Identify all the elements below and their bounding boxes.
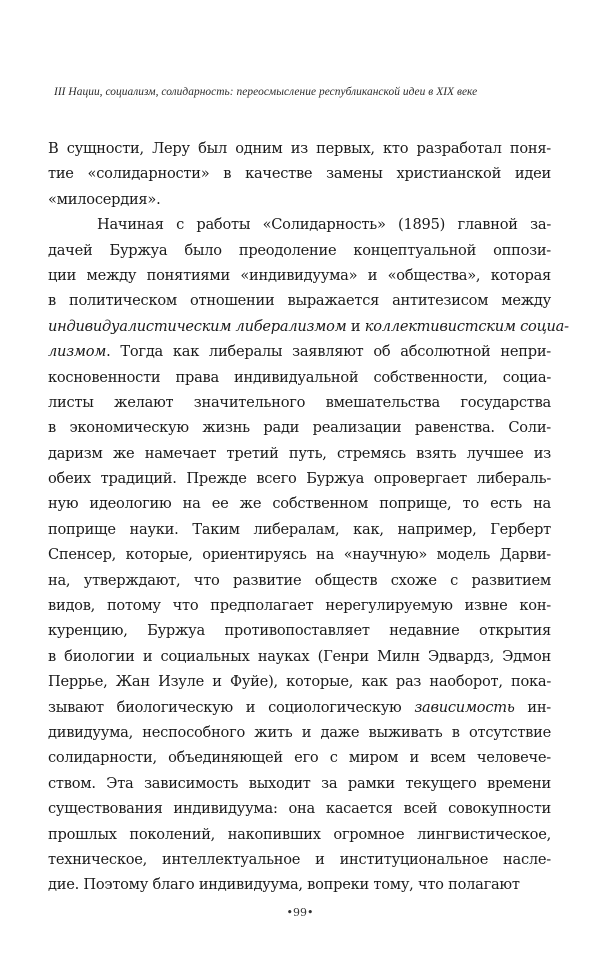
page-number: •99• bbox=[286, 906, 314, 919]
text-line bbox=[48, 822, 551, 847]
text-line bbox=[48, 771, 551, 796]
text-line bbox=[48, 390, 551, 415]
text-line bbox=[48, 720, 551, 745]
text-run: зывают биологическую и социологическую bbox=[48, 698, 415, 716]
text-line bbox=[48, 161, 551, 186]
text-run: солидарности, объединяющей его с миром и всем человече- bbox=[48, 749, 551, 767]
text-line bbox=[48, 365, 551, 390]
text-run: обеих традиций. Прежде всего Буржуа опровергает либераль- bbox=[48, 470, 551, 488]
text-run: ин- bbox=[514, 698, 551, 716]
text-line bbox=[48, 466, 551, 491]
text-line bbox=[48, 288, 551, 313]
text-run: техническое, интеллектуальное и институциональное насле- bbox=[48, 850, 551, 868]
text-run: . Тогда как либералы заявляют об абсолютной непри- bbox=[106, 343, 551, 361]
italic-text: коллективистским социа- bbox=[364, 317, 569, 335]
text-run: поприще науки. Таким либералам, как, например, Герберт bbox=[48, 520, 551, 538]
text-run: в экономическую жизнь ради реализации равенства. Соли- bbox=[48, 419, 551, 437]
text-line bbox=[48, 669, 551, 694]
text-run: даризм же намечает третий путь, стремясь взять лучшее из bbox=[48, 444, 551, 462]
text-run: прошлых поколений, накопивших огромное лингвистическое, bbox=[48, 825, 551, 843]
text-line bbox=[48, 872, 551, 897]
body-text bbox=[48, 136, 569, 898]
text-run: видов, потому что предполагает нерегулируемую извне кон- bbox=[48, 597, 551, 615]
text-run: В сущности, Леру был одним из первых, кто разработал поня- bbox=[48, 140, 551, 157]
text-run: в биологии и социальных науках (Генри Милн Эдвардз, Эдмон bbox=[48, 647, 551, 665]
text-run: дивидуума, неспособного жить и даже выживать в отсутствие bbox=[48, 723, 551, 741]
text-run: косновенности права индивидуальной собственности, социа- bbox=[48, 368, 551, 386]
italic-text: зависимость bbox=[414, 698, 515, 716]
text-line bbox=[48, 847, 551, 872]
text-run: на, утверждают, что развитие обществ схоже с развитием bbox=[48, 571, 551, 589]
text-run: и bbox=[346, 317, 365, 335]
text-run: ством. Эта зависимость выходит за рамки текущего времени bbox=[48, 774, 551, 792]
text-run: листы желают значительного вмешательства государства bbox=[48, 393, 551, 411]
text-line bbox=[48, 745, 551, 770]
text-line bbox=[48, 644, 551, 669]
text-line bbox=[48, 212, 551, 237]
text-line bbox=[48, 136, 551, 161]
text-run: ции между понятиями «индивидуума» и «общества», которая bbox=[48, 266, 551, 284]
text-line bbox=[48, 491, 551, 516]
text-run: дие. Поэтому благо индивидуума, вопреки тому, что полагают bbox=[48, 876, 520, 894]
text-line bbox=[48, 618, 551, 643]
text-run: ную идеологию на ее же собственном поприще, то есть на bbox=[48, 495, 551, 513]
text-line bbox=[48, 542, 551, 567]
text-line bbox=[48, 441, 551, 466]
text-line bbox=[48, 796, 551, 821]
text-run: Перрье, Жан Изуле и Фуйе), которые, как раз наоборот, пока- bbox=[48, 673, 551, 691]
text-run: куренцию, Буржуа противопоставляет недавние открытия bbox=[48, 622, 551, 640]
italic-text: лизмом bbox=[48, 343, 107, 361]
text-run: тие «солидарности» в качестве замены христианской идеи bbox=[48, 165, 551, 183]
text-line bbox=[48, 238, 551, 263]
text-line bbox=[48, 187, 551, 212]
text-run: Спенсер, которые, ориентируясь на «научную» модель Дарви- bbox=[48, 546, 551, 564]
text-line bbox=[48, 339, 551, 364]
text-run: дачей Буржуа было преодоление концептуальной оппози- bbox=[48, 241, 551, 259]
text-run: в политическом отношении выражается антитезисом между bbox=[48, 292, 551, 310]
italic-text: индивидуалистическим либерализмом bbox=[48, 317, 347, 335]
running-head: III Нации, социализм, солидарность: переосмысление республиканской идеи в XIX веке bbox=[54, 86, 478, 98]
text-line bbox=[48, 263, 551, 288]
text-line bbox=[48, 593, 551, 618]
text-line bbox=[48, 314, 569, 339]
text-run: «милосердия». bbox=[48, 190, 161, 208]
text-run: Начиная с работы «Солидарность» (1895) главной за- bbox=[97, 216, 551, 234]
text-line bbox=[48, 517, 551, 542]
text-line bbox=[48, 695, 551, 720]
text-run: существования индивидуума: она касается всей совокупности bbox=[48, 800, 551, 818]
text-line bbox=[48, 415, 551, 440]
text-line bbox=[48, 568, 551, 593]
